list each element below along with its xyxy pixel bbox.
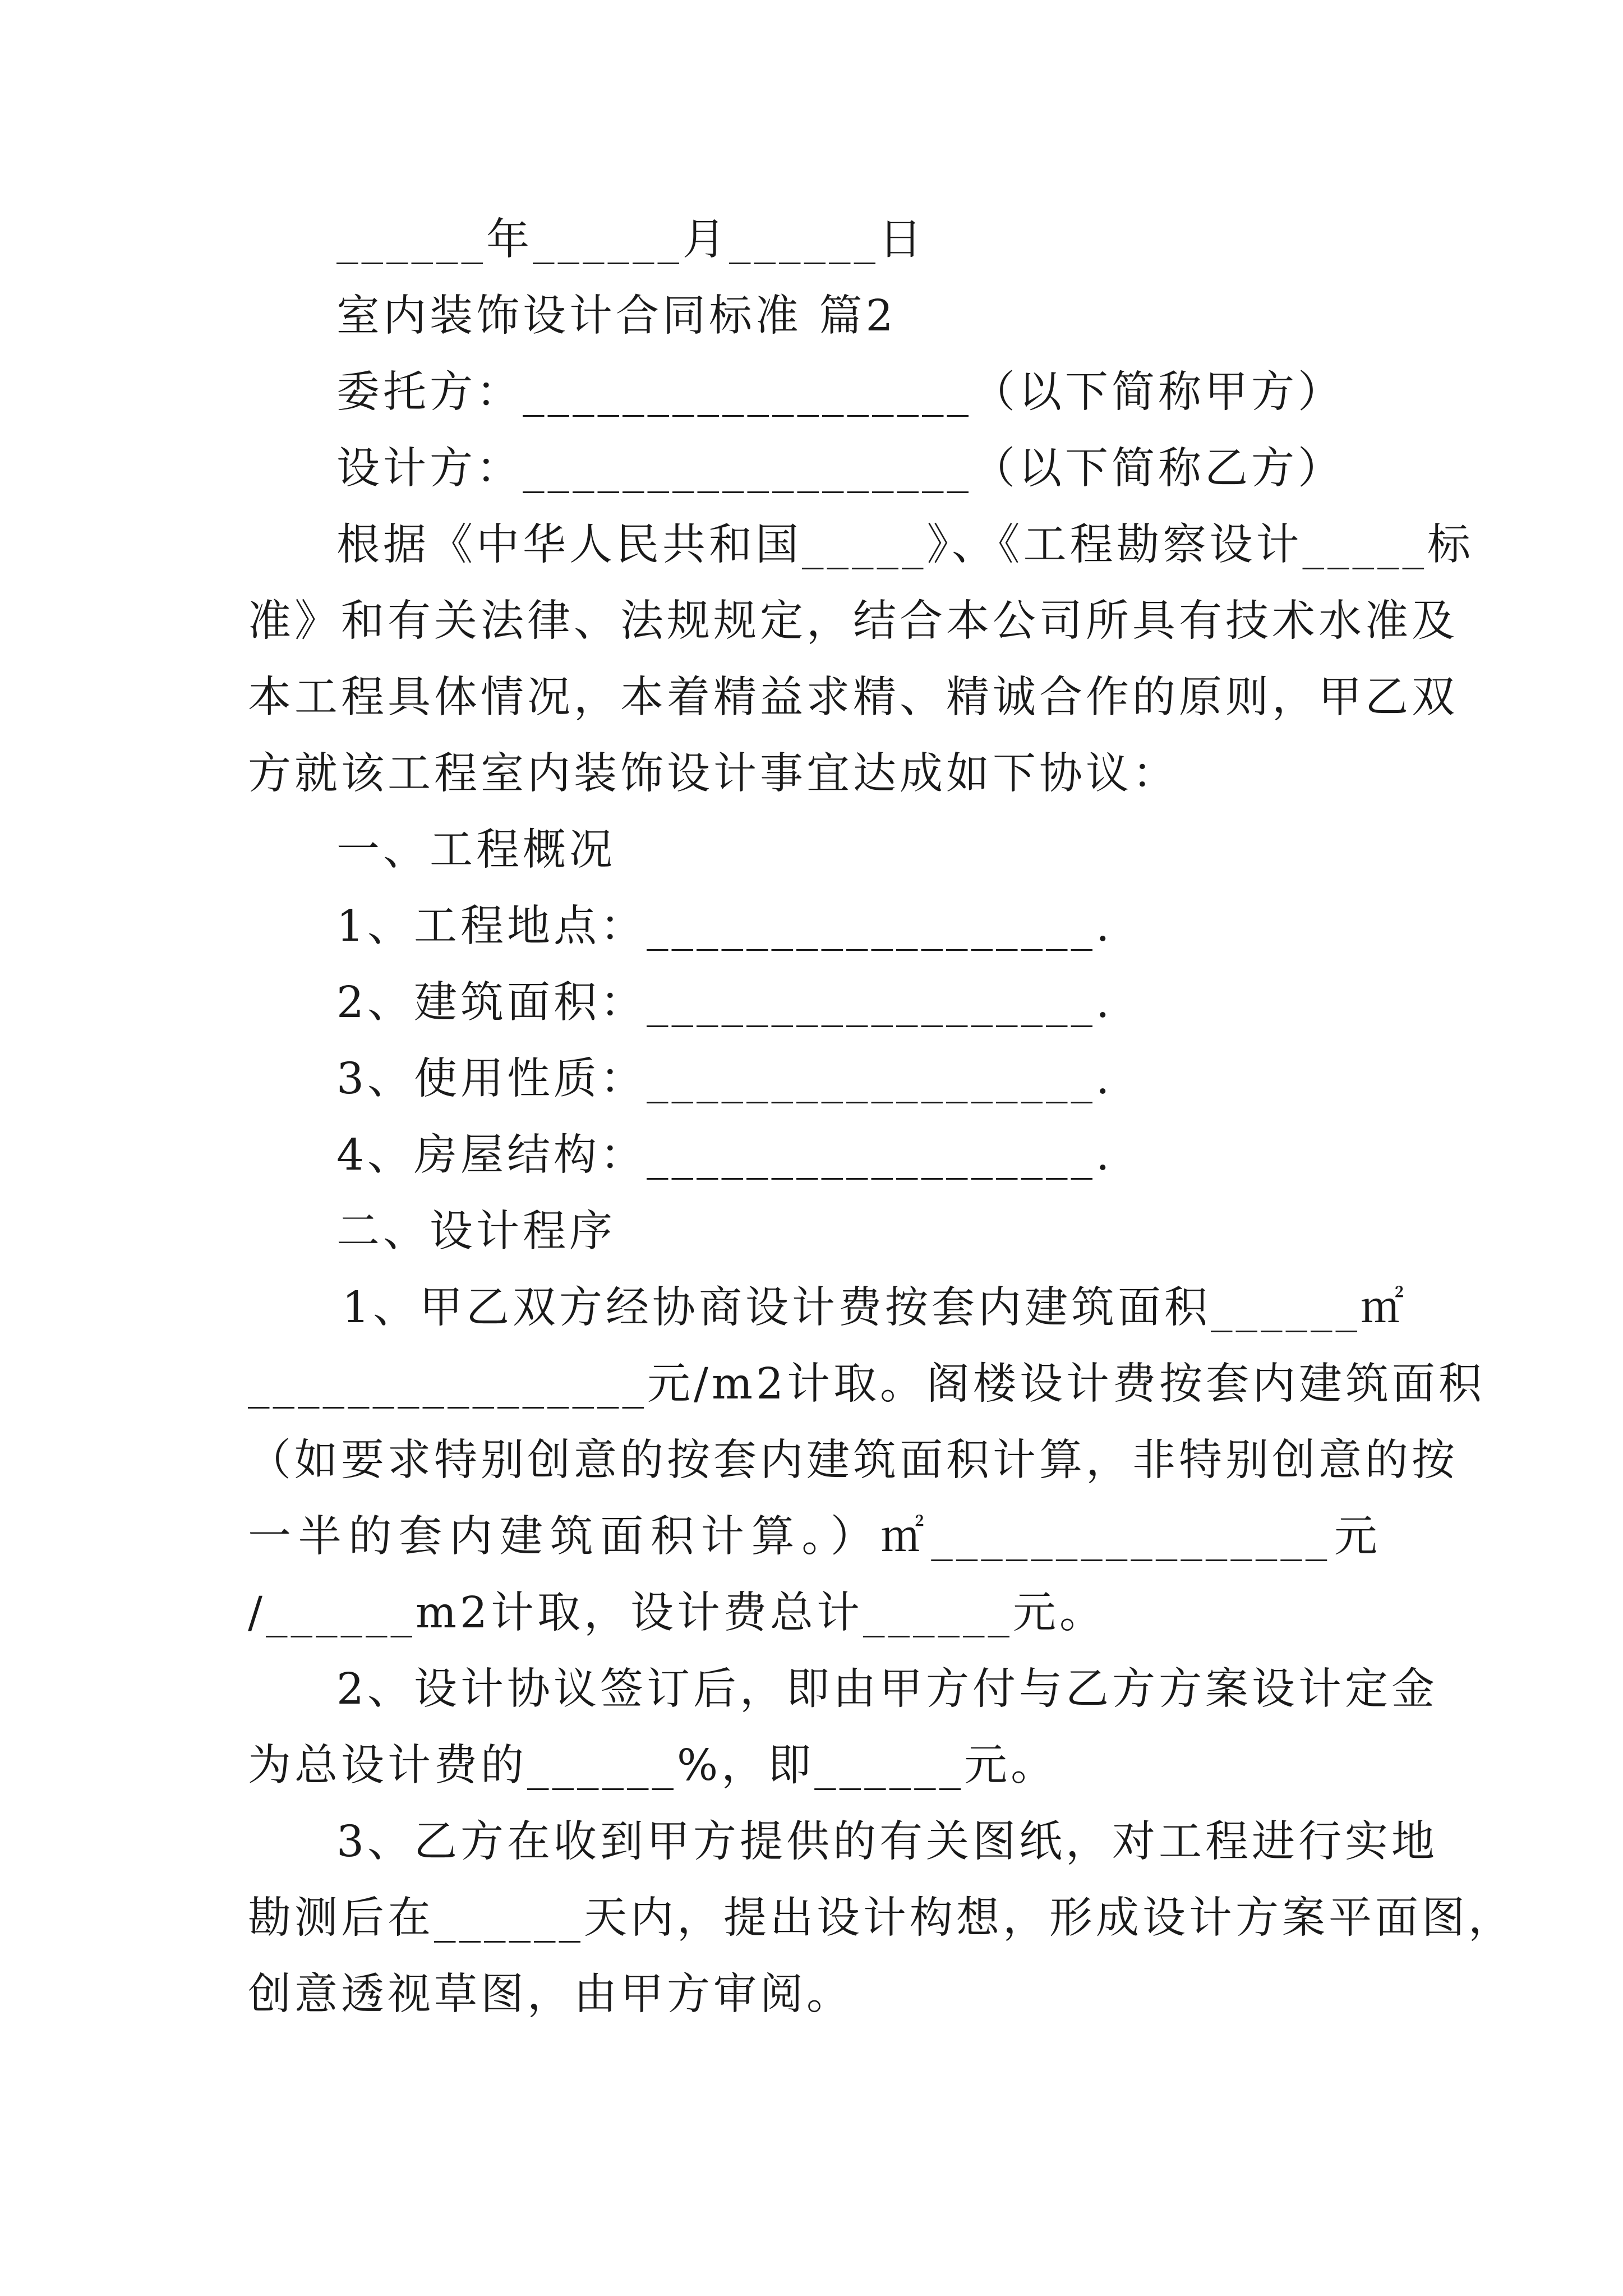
preamble-line-4: 方就该工程室内装饰设计事宜达成如下协议：	[248, 749, 1179, 799]
section-1-heading: 一、工程概况	[336, 825, 616, 875]
clause-1-line-4: 一半的套内建筑面积计算。）㎡________________元	[248, 1512, 1381, 1562]
section-2-heading: 二、设计程序	[336, 1207, 616, 1257]
designer-line: 设计方：__________________（以下简称乙方）	[336, 444, 1344, 494]
clause-1-line-3: （如要求特别创意的按套内建筑面积计算，非特别创意的按	[248, 1435, 1458, 1485]
item-usage-nature: 3、使用性质：__________________.	[336, 1054, 1113, 1104]
clause-2-line-2: 为总设计费的______%，即______元。	[248, 1741, 1058, 1791]
clause-1-line-1: 1、甲乙双方经协商设计费按套内建筑面积______㎡	[342, 1283, 1407, 1333]
clause-1-line-5: /______m2计取，设计费总计______元。	[248, 1588, 1106, 1638]
item-house-structure: 4、房屋结构：__________________.	[336, 1130, 1113, 1180]
item-building-area: 2、建筑面积：__________________.	[336, 978, 1113, 1028]
preamble-line-2: 准》和有关法律、法规规定，结合本公司所具有技术水准及	[248, 596, 1458, 646]
clause-3-line-3: 创意透视草图，由甲方审阅。	[248, 1970, 853, 2019]
clause-3-line-1: 3、乙方在收到甲方提供的有关图纸，对工程进行实地	[336, 1817, 1438, 1867]
clause-2-line-1: 2、设计协议签订后，即由甲方付与乙方方案设计定金	[336, 1664, 1438, 1714]
clause-1-line-2: ________________元/m2计取。阁楼设计费按套内建筑面积	[248, 1359, 1485, 1409]
client-line: 委托方：__________________（以下简称甲方）	[336, 367, 1344, 417]
preamble-line-1: 根据《中华人民共和国_____》、《工程勘察设计_____标	[336, 520, 1474, 570]
item-project-location: 1、工程地点：__________________.	[336, 901, 1113, 951]
clause-3-line-2: 勘测后在______天内，提出设计构想，形成设计方案平面图，	[248, 1893, 1515, 1943]
document-title: 室内装饰设计合同标准 篇2	[336, 291, 897, 341]
preamble-line-3: 本工程具体情况，本着精益求精、精诚合作的原则，甲乙双	[248, 673, 1458, 723]
date-line: ______年______月______日	[336, 215, 925, 265]
